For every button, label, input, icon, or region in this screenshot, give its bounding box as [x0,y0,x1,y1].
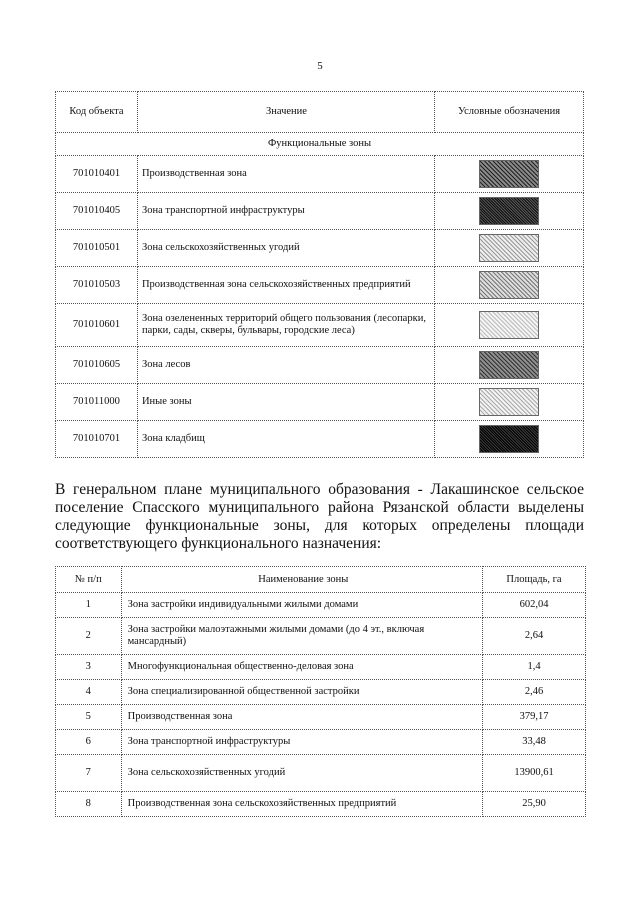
legend-header-symbol: Условные обозначения [435,92,584,133]
zone-code: 701011000 [56,384,138,421]
zone-value: Зона кладбищ [137,421,434,458]
legend-header-row [56,92,584,133]
legend-section-row [56,133,584,156]
zone-symbol-cell [435,421,584,458]
zone-area: 2,46 [483,680,586,705]
zones-header-name: Наименование зоны [121,567,482,593]
zone-name: Производственная зона [121,705,482,730]
zone-value: Производственная зона сельскохозяйственных предприятий [137,267,434,304]
zone-value: Зона озелененных территорий общего пользования (лесопарки, парки, сады, скверы, бульвары, городские леса) [137,304,434,347]
table-row [56,384,584,421]
zone-name: Производственная зона сельскохозяйственных предприятий [121,792,482,817]
row-number: 1 [56,593,122,618]
body-paragraph: В генеральном плане муниципального образования - Лакашинское сельское поселение Спасского муниципального района Рязанской области выделены следующие функциональные зоны, для которых определены площади соответствующего функционального назначения: [55,481,584,552]
green-areas-hatch-swatch [479,311,539,339]
row-number: 7 [56,755,122,792]
zone-code: 701010701 [56,421,138,458]
zone-code: 701010501 [56,230,138,267]
legend-table [55,91,584,458]
zone-area: 25,90 [483,792,586,817]
zone-code: 701010605 [56,347,138,384]
agricultural-land-hatch-swatch [479,234,539,262]
table-row [56,267,584,304]
zone-name: Зона сельскохозяйственных угодий [121,755,482,792]
table-row [56,792,586,817]
page-number: 5 [317,60,323,72]
zone-symbol-cell [435,230,584,267]
zone-area: 602,04 [483,593,586,618]
row-number: 5 [56,705,122,730]
zone-area: 13900,61 [483,755,586,792]
other-zones-hatch-swatch [479,388,539,416]
zone-value: Зона сельскохозяйственных угодий [137,230,434,267]
row-number: 3 [56,655,122,680]
zone-area: 379,17 [483,705,586,730]
zone-name: Зона специализированной общественной застройки [121,680,482,705]
cemetery-hatch-swatch [479,425,539,453]
transport-hatch-swatch [479,197,539,225]
table-row [56,304,584,347]
zone-symbol-cell [435,156,584,193]
zone-code: 701010405 [56,193,138,230]
table-row [56,655,586,680]
zone-value: Зона транспортной инфраструктуры [137,193,434,230]
zone-area: 2,64 [483,618,586,655]
row-number: 6 [56,730,122,755]
forest-hatch-swatch [479,351,539,379]
table-row [56,193,584,230]
zone-code: 701010401 [56,156,138,193]
zone-area: 33,48 [483,730,586,755]
zone-value: Зона лесов [137,347,434,384]
table-row [56,618,586,655]
zone-name: Многофункциональная общественно-деловая зона [121,655,482,680]
legend-section-title: Функциональные зоны [56,133,584,156]
row-number: 2 [56,618,122,655]
table-row [56,705,586,730]
legend-header-code: Код объекта [56,92,138,133]
legend-header-value: Значение [137,92,434,133]
zone-code: 701010601 [56,304,138,347]
agricultural-production-hatch-swatch [479,271,539,299]
row-number: 4 [56,680,122,705]
production-hatch-swatch [479,160,539,188]
zone-symbol-cell [435,384,584,421]
zone-name: Зона застройки малоэтажными жилыми домами (до 4 эт., включая мансардный) [121,618,482,655]
zone-value: Иные зоны [137,384,434,421]
zone-name: Зона застройки индивидуальными жилыми домами [121,593,482,618]
zones-header-area: Площадь, га [483,567,586,593]
table-row [56,421,584,458]
zone-symbol-cell [435,267,584,304]
zone-symbol-cell [435,347,584,384]
table-row [56,755,586,792]
table-row [56,156,584,193]
zone-value: Производственная зона [137,156,434,193]
zones-header-row [56,567,586,593]
table-row [56,230,584,267]
zone-code: 701010503 [56,267,138,304]
zones-header-number: № п/п [56,567,122,593]
zone-symbol-cell [435,193,584,230]
table-row [56,347,584,384]
table-row [56,730,586,755]
zone-area: 1,4 [483,655,586,680]
zone-name: Зона транспортной инфраструктуры [121,730,482,755]
table-row [56,593,586,618]
zone-symbol-cell [435,304,584,347]
row-number: 8 [56,792,122,817]
zones-area-table [55,566,586,817]
table-row [56,680,586,705]
